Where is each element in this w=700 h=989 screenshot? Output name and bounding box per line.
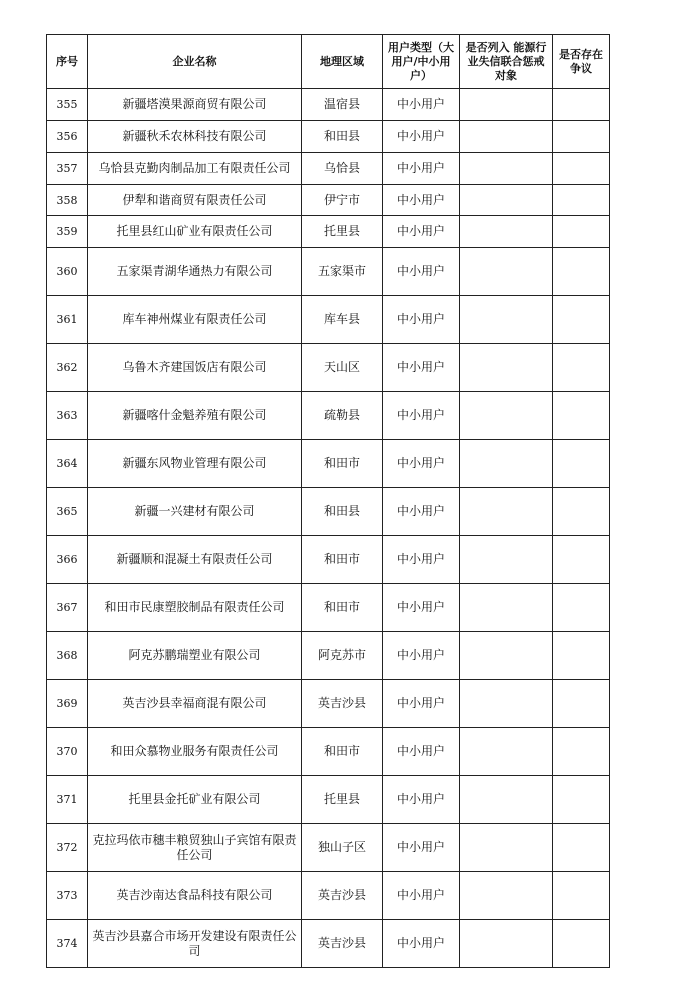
- region-cell: 疏勒县: [302, 392, 383, 440]
- header-user-type: 用户类型（大用户/中小用户）: [383, 35, 460, 89]
- serial-number-cell: 366: [47, 536, 88, 584]
- serial-number-cell: 368: [47, 632, 88, 680]
- table-row: [47, 680, 610, 728]
- blacklisted-cell: [460, 248, 553, 296]
- company-name-cell: 五家渠青湖华通热力有限公司: [88, 248, 302, 296]
- serial-number-cell: 362: [47, 344, 88, 392]
- serial-number-cell: 360: [47, 248, 88, 296]
- company-name-cell: 克拉玛依市穗丰粮贸独山子宾馆有限责任公司: [88, 824, 302, 872]
- table-row: [47, 824, 610, 872]
- region-cell: 伊宁市: [302, 185, 383, 216]
- table-row: [47, 216, 610, 248]
- user-type-cell: 中小用户: [383, 344, 460, 392]
- disputed-cell: [553, 632, 610, 680]
- region-cell: 乌恰县: [302, 153, 383, 185]
- blacklisted-cell: [460, 392, 553, 440]
- company-name-cell: 库车神州煤业有限责任公司: [88, 296, 302, 344]
- serial-number-cell: 356: [47, 121, 88, 153]
- blacklisted-cell: [460, 296, 553, 344]
- header-company-name: 企业名称: [88, 35, 302, 89]
- serial-number-cell: 370: [47, 728, 88, 776]
- blacklisted-cell: [460, 153, 553, 185]
- region-cell: 和田县: [302, 121, 383, 153]
- disputed-cell: [553, 392, 610, 440]
- region-cell: 和田市: [302, 728, 383, 776]
- table-row: [47, 488, 610, 536]
- disputed-cell: [553, 344, 610, 392]
- company-name-cell: 和田市民康塑胶制品有限责任公司: [88, 584, 302, 632]
- company-name-cell: 新疆顺和混凝土有限责任公司: [88, 536, 302, 584]
- table-row: [47, 185, 610, 216]
- company-name-cell: 新疆秋禾农林科技有限公司: [88, 121, 302, 153]
- disputed-cell: [553, 680, 610, 728]
- table-row: [47, 920, 610, 968]
- blacklisted-cell: [460, 824, 553, 872]
- company-name-cell: 英吉沙县幸福商混有限公司: [88, 680, 302, 728]
- company-name-cell: 新疆一兴建材有限公司: [88, 488, 302, 536]
- blacklisted-cell: [460, 89, 553, 121]
- table-row: [47, 536, 610, 584]
- disputed-cell: [553, 153, 610, 185]
- blacklisted-cell: [460, 872, 553, 920]
- disputed-cell: [553, 248, 610, 296]
- serial-number-cell: 359: [47, 216, 88, 248]
- disputed-cell: [553, 872, 610, 920]
- user-type-cell: 中小用户: [383, 488, 460, 536]
- serial-number-cell: 358: [47, 185, 88, 216]
- company-name-cell: 英吉沙县嘉合市场开发建设有限责任公司: [88, 920, 302, 968]
- region-cell: 和田市: [302, 584, 383, 632]
- user-type-cell: 中小用户: [383, 680, 460, 728]
- disputed-cell: [553, 296, 610, 344]
- serial-number-cell: 363: [47, 392, 88, 440]
- user-type-cell: 中小用户: [383, 185, 460, 216]
- table-row: [47, 440, 610, 488]
- company-name-cell: 托里县红山矿业有限责任公司: [88, 216, 302, 248]
- user-type-cell: 中小用户: [383, 89, 460, 121]
- company-name-cell: 乌恰县克勤肉制品加工有限责任公司: [88, 153, 302, 185]
- disputed-cell: [553, 776, 610, 824]
- disputed-cell: [553, 440, 610, 488]
- table-row: [47, 632, 610, 680]
- table-row: [47, 776, 610, 824]
- region-cell: 托里县: [302, 776, 383, 824]
- table-row: [47, 296, 610, 344]
- disputed-cell: [553, 536, 610, 584]
- blacklisted-cell: [460, 216, 553, 248]
- serial-number-cell: 367: [47, 584, 88, 632]
- table-row: [47, 872, 610, 920]
- region-cell: 库车县: [302, 296, 383, 344]
- table-row: [47, 392, 610, 440]
- table-row: [47, 121, 610, 153]
- blacklisted-cell: [460, 680, 553, 728]
- company-name-cell: 新疆喀什金魁养殖有限公司: [88, 392, 302, 440]
- region-cell: 天山区: [302, 344, 383, 392]
- serial-number-cell: 373: [47, 872, 88, 920]
- company-name-cell: 乌鲁木齐建国饭店有限公司: [88, 344, 302, 392]
- user-type-cell: 中小用户: [383, 216, 460, 248]
- company-name-cell: 英吉沙南达食品科技有限公司: [88, 872, 302, 920]
- serial-number-cell: 365: [47, 488, 88, 536]
- disputed-cell: [553, 216, 610, 248]
- header-serial-number: 序号: [47, 35, 88, 89]
- table-row: [47, 153, 610, 185]
- user-type-cell: 中小用户: [383, 296, 460, 344]
- user-type-cell: 中小用户: [383, 121, 460, 153]
- serial-number-cell: 364: [47, 440, 88, 488]
- disputed-cell: [553, 920, 610, 968]
- header-disputed: 是否存在争议: [553, 35, 610, 89]
- enterprise-table: [46, 34, 610, 968]
- blacklisted-cell: [460, 185, 553, 216]
- blacklisted-cell: [460, 488, 553, 536]
- serial-number-cell: 371: [47, 776, 88, 824]
- user-type-cell: 中小用户: [383, 536, 460, 584]
- user-type-cell: 中小用户: [383, 824, 460, 872]
- disputed-cell: [553, 584, 610, 632]
- company-name-cell: 托里县金托矿业有限公司: [88, 776, 302, 824]
- user-type-cell: 中小用户: [383, 153, 460, 185]
- region-cell: 英吉沙县: [302, 920, 383, 968]
- user-type-cell: 中小用户: [383, 248, 460, 296]
- serial-number-cell: 355: [47, 89, 88, 121]
- table-row: [47, 89, 610, 121]
- blacklisted-cell: [460, 776, 553, 824]
- serial-number-cell: 357: [47, 153, 88, 185]
- blacklisted-cell: [460, 344, 553, 392]
- serial-number-cell: 372: [47, 824, 88, 872]
- blacklisted-cell: [460, 920, 553, 968]
- serial-number-cell: 369: [47, 680, 88, 728]
- company-name-cell: 和田众慕物业服务有限责任公司: [88, 728, 302, 776]
- region-cell: 英吉沙县: [302, 680, 383, 728]
- region-cell: 托里县: [302, 216, 383, 248]
- header-region: 地理区域: [302, 35, 383, 89]
- table-header-row: [47, 35, 610, 89]
- table-row: [47, 344, 610, 392]
- region-cell: 和田市: [302, 440, 383, 488]
- disputed-cell: [553, 728, 610, 776]
- blacklisted-cell: [460, 728, 553, 776]
- disputed-cell: [553, 824, 610, 872]
- table-row: [47, 584, 610, 632]
- user-type-cell: 中小用户: [383, 776, 460, 824]
- blacklisted-cell: [460, 632, 553, 680]
- user-type-cell: 中小用户: [383, 392, 460, 440]
- table-row: [47, 728, 610, 776]
- blacklisted-cell: [460, 536, 553, 584]
- region-cell: 温宿县: [302, 89, 383, 121]
- user-type-cell: 中小用户: [383, 440, 460, 488]
- region-cell: 英吉沙县: [302, 872, 383, 920]
- region-cell: 和田市: [302, 536, 383, 584]
- header-blacklisted: 是否列入 能源行业失信联合惩戒对象: [460, 35, 553, 89]
- blacklisted-cell: [460, 440, 553, 488]
- disputed-cell: [553, 488, 610, 536]
- region-cell: 阿克苏市: [302, 632, 383, 680]
- user-type-cell: 中小用户: [383, 584, 460, 632]
- table-row: [47, 248, 610, 296]
- company-name-cell: 伊犁和谐商贸有限责任公司: [88, 185, 302, 216]
- disputed-cell: [553, 121, 610, 153]
- region-cell: 和田县: [302, 488, 383, 536]
- user-type-cell: 中小用户: [383, 872, 460, 920]
- user-type-cell: 中小用户: [383, 632, 460, 680]
- blacklisted-cell: [460, 584, 553, 632]
- serial-number-cell: 361: [47, 296, 88, 344]
- disputed-cell: [553, 89, 610, 121]
- company-name-cell: 新疆东风物业管理有限公司: [88, 440, 302, 488]
- region-cell: 五家渠市: [302, 248, 383, 296]
- disputed-cell: [553, 185, 610, 216]
- blacklisted-cell: [460, 121, 553, 153]
- company-name-cell: 阿克苏鹏瑞塑业有限公司: [88, 632, 302, 680]
- company-name-cell: 新疆塔漠果源商贸有限公司: [88, 89, 302, 121]
- user-type-cell: 中小用户: [383, 728, 460, 776]
- region-cell: 独山子区: [302, 824, 383, 872]
- user-type-cell: 中小用户: [383, 920, 460, 968]
- serial-number-cell: 374: [47, 920, 88, 968]
